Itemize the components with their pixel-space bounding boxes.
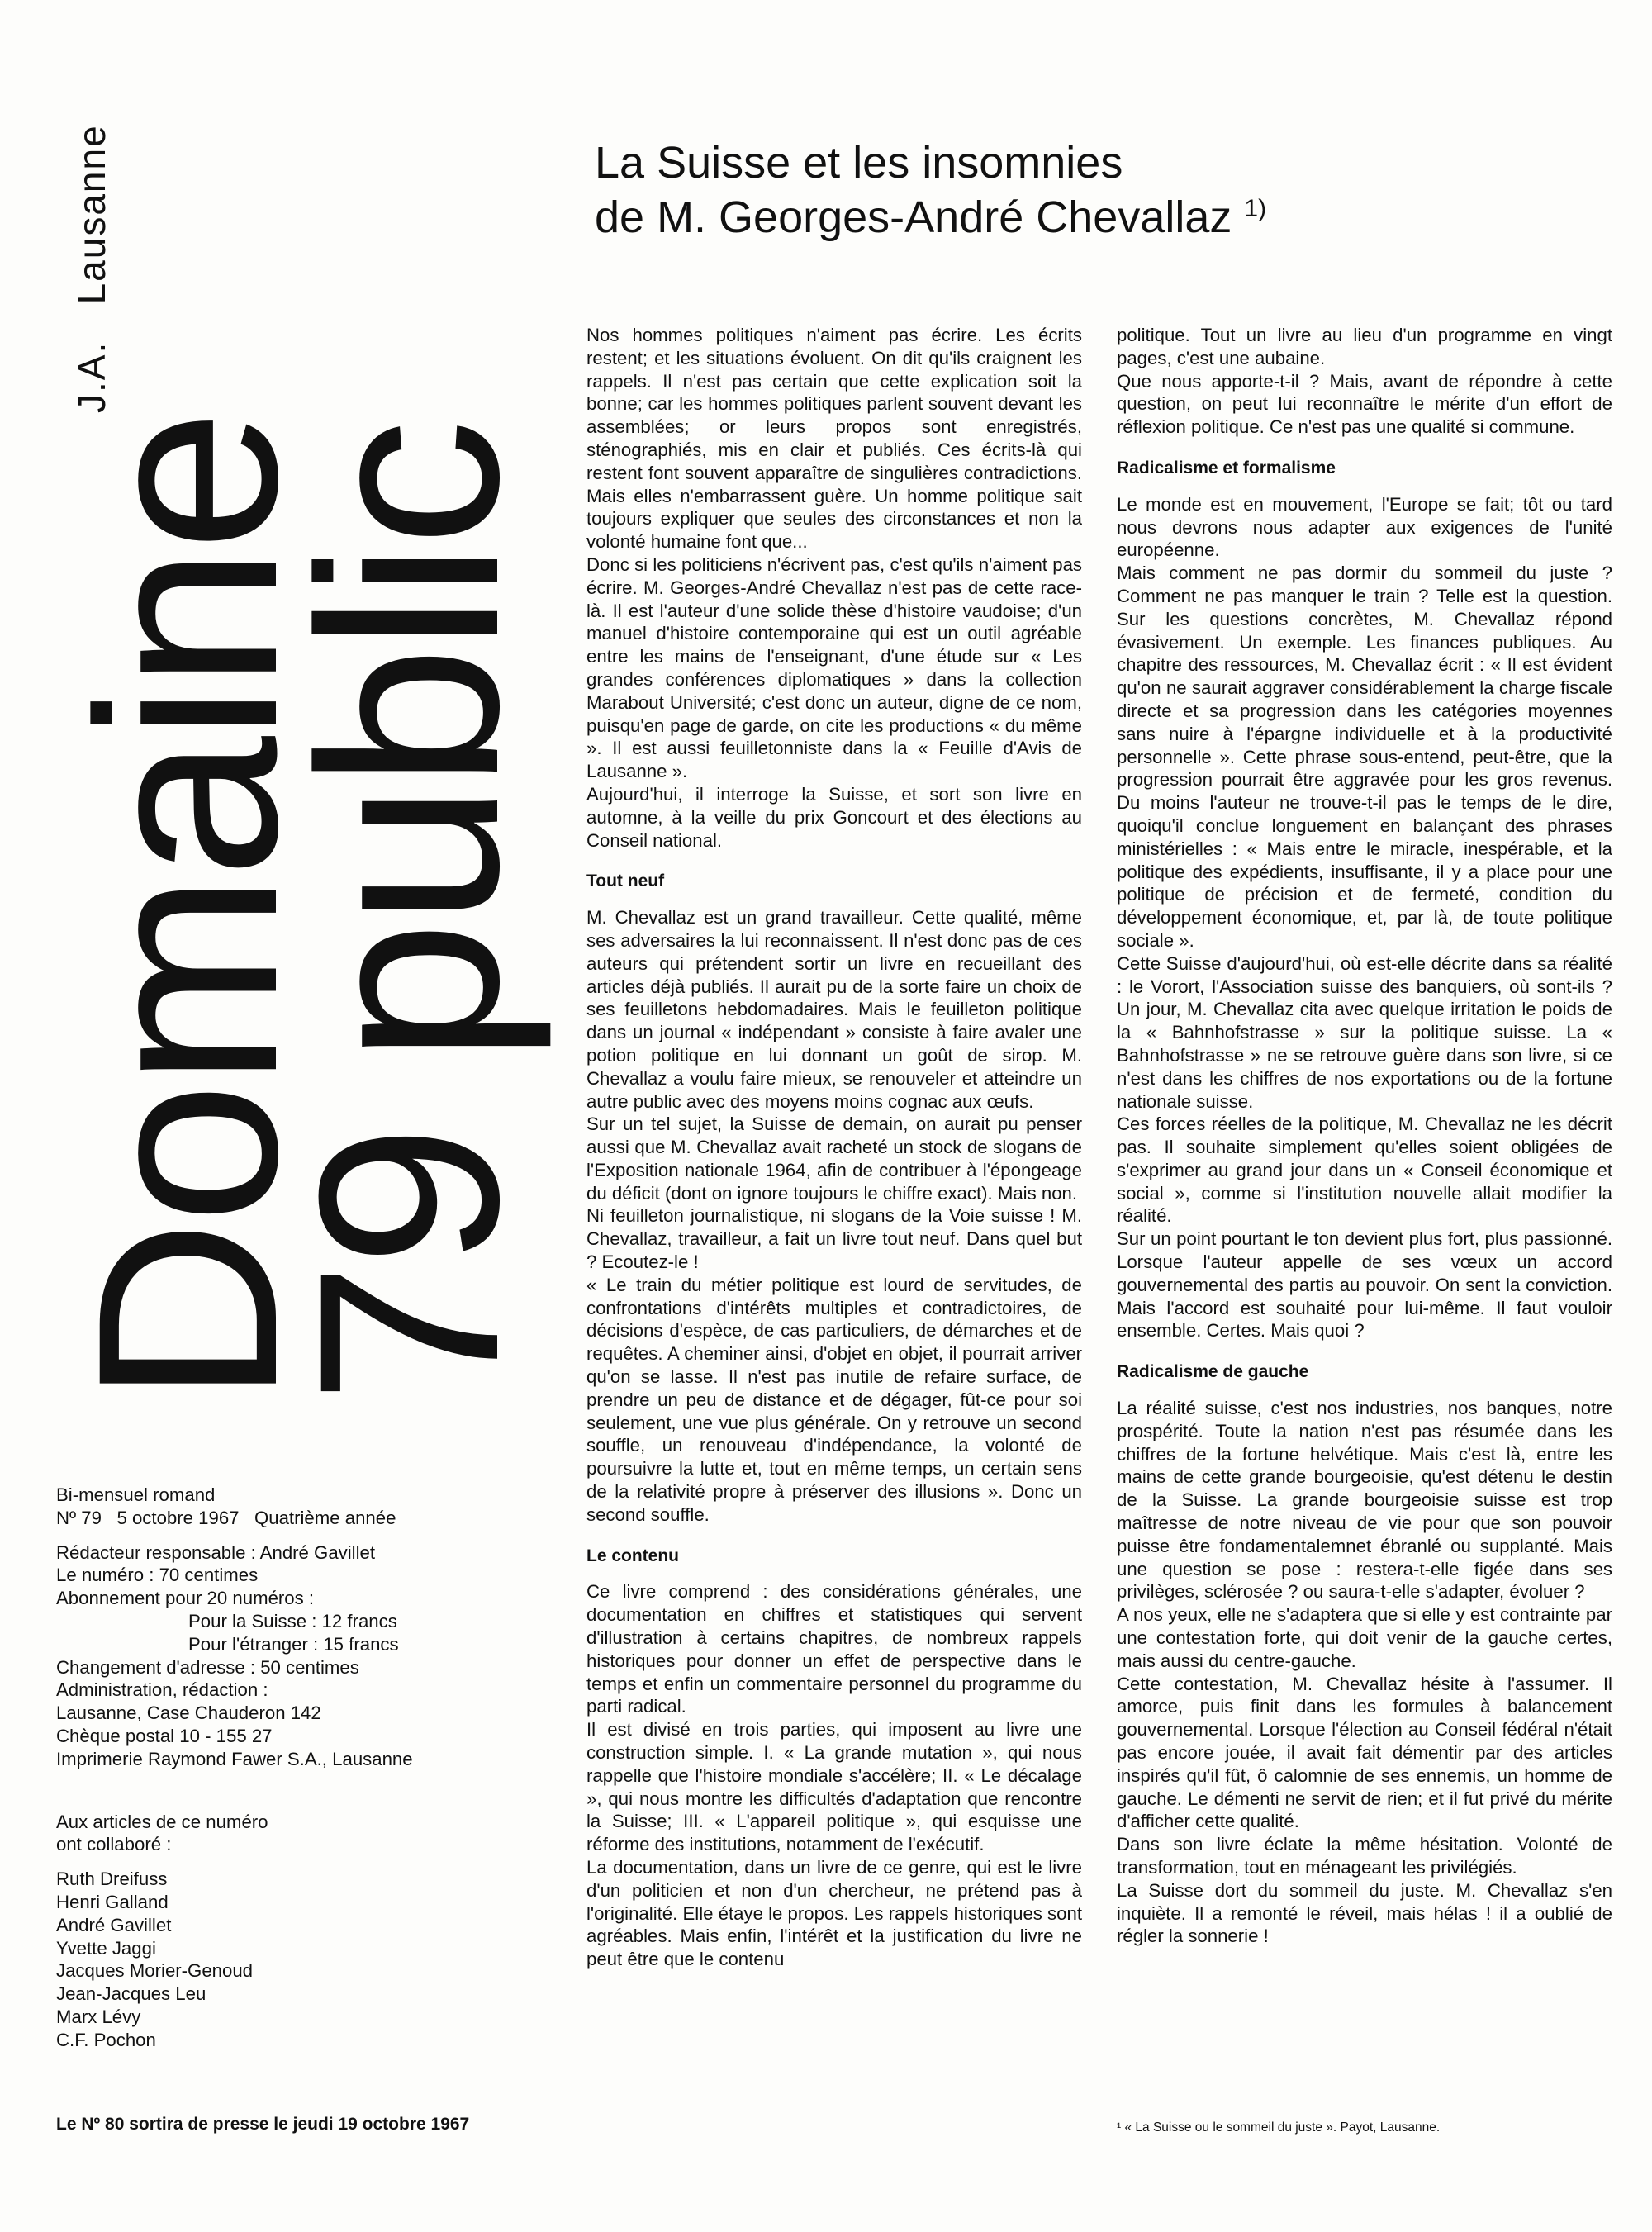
paragraph: Mais comment ne pas dormir du sommeil du juste ? Comment ne pas manquer le train ? Telle est la question. Sur les questions concrètes, M. Chevallaz répond évasivement. Un exemple. Les finances publiques. Au chapitre des ressources, M. Chevallaz écrit : « Il est évident qu'on ne saurait aggraver considérablement la charge fiscale directe et sa progression dans les catégories moyennes sans nuire à l'épargne individuelle et à la productivité personnelle ». Cette phrase sous-entend, peut-être, que la progression pourrait être aggravée pour les gros revenus. Du moins l'auteur ne trouve-t-il pas le temps de le dire, quoiqu'il conclue longuement en balançant des phrases ministérielles : « Mais entre le miracle, inespérable, et la politique des expédients, insuffisante, il y a place pour une politique de précision et de fermeté, condition du développement économique, et, par là, de toute politique sociale ».	[1117, 563, 1612, 951]
info-frequency: Bi-mensuel romand	[56, 1484, 216, 1505]
next-issue-notice: Le Nº 80 sortira de presse le jeudi 19 octobre 1967	[56, 2115, 470, 2134]
paragraph: politique. Tout un livre au lieu d'un programme en vingt pages, c'est une aubaine.	[1117, 325, 1612, 368]
contributors-list	[56, 1868, 552, 2051]
article-column-1	[586, 324, 1082, 1971]
info-editor: Rédacteur responsable : André Gavillet	[56, 1541, 376, 1563]
section-heading: Radicalisme de gauche	[1117, 1362, 1309, 1382]
info-administration: Administration, rédaction :	[56, 1679, 268, 1701]
masthead-place: J.A. Lausanne	[70, 124, 113, 413]
paragraph: Il est divisé en trois parties, qui imposent au livre une construction simple. I. « La grande mutation », qui nous rappelle que l'histoire mondiale s'accélère; II. « Le décalage », qui nous montre les difficultés d'adaptation que rencontre la Suisse; III. « L'appareil politique », qui esquisse une réforme des institutions, notamment de l'exécutif.	[586, 1719, 1082, 1855]
paragraph: « Le train du métier politique est lourd de servitudes, de confrontations d'intérêts multiples et contradictoires, de décisions d'espèce, de cas particuliers, de démarches et de requêtes. A cheminer ainsi, d'objet en objet, il pourrait arriver qu'on se lasse. Il n'est pas inutile de refaire surface, de prendre un peu de distance et de dégager, fût-ce pour soi seulement, une vue plus générale. On y retrouve un second souffle, un renouveau d'indépendance, la volonté de poursuivre la lutte et, tout en même temps, un certain sens de la relativité propre à préserver des illusions ». Donc un second souffle.	[586, 1274, 1082, 1525]
article-title	[595, 136, 1619, 245]
info-address-change: Changement d'adresse : 50 centimes	[56, 1656, 359, 1678]
paragraph: Aujourd'hui, il interroge la Suisse, et sort son livre en automne, à la veille du prix Goncourt et des élections au Conseil national.	[586, 783, 1082, 851]
contributor-name: Marx Lévy	[56, 2006, 141, 2027]
article-title-line1: La Suisse et les insomnies	[595, 138, 1123, 188]
contributor-name: André Gavillet	[56, 1914, 172, 1935]
masthead-title: Domaine	[44, 414, 330, 1404]
paragraph: Cette contestation, M. Chevallaz hésite à l'assumer. Il amorce, puis finit dans les formules à balancement gouvernemental. Lorsque l'élection au Conseil fédéral n'était pas encore jouée, il avait fait démentir par des articles inspirés qu'il fût, ô calomnie de ses ennemis, un homme de gauche. Le démenti ne servit de rien; et il fut privé du mérite d'afficher cette qualité.	[1117, 1673, 1612, 1832]
collaborators-heading-1: Aux articles de ce numéro	[56, 1811, 268, 1832]
article-title-line2: de M. Georges-André Chevallaz	[595, 192, 1232, 242]
info-postal-account: Chèque postal 10 - 155 27	[56, 1725, 273, 1746]
info-address: Lausanne, Case Chauderon 142	[56, 1702, 321, 1724]
paragraph: Sur un tel sujet, la Suisse de demain, on aurait pu penser aussi que M. Chevallaz avait racheté un stock de slogans de l'Exposition nationale 1964, afin de contribuer à l'épongeage du déficit (dont on ignore toujours le chiffre exact). Mais non.	[586, 1114, 1082, 1204]
contributor-name: C.F. Pochon	[56, 2029, 156, 2050]
info-subscription: Abonnement pour 20 numéros :	[56, 1588, 315, 1609]
section-heading: Tout neuf	[586, 871, 665, 891]
info-subscription-ch: Pour la Suisse : 12 francs	[188, 1610, 397, 1631]
paragraph: Sur un point pourtant le ton devient plus fort, plus passionné. Lorsque l'auteur appelle de ses vœux un accord gouvernemental des partis au pouvoir. On sent la conviction. Mais l'accord est souhaité pour lui-même. Il faut vouloir ensemble. Certes. Mais quoi ?	[1117, 1228, 1612, 1342]
paragraph: La réalité suisse, c'est nos industries, nos banques, notre prospérité. Toute la nation n'est pas résumée dans les chiffres de la fortune helvétique. Mais c'est là, entre les mains de cette grande bourgeoisie, qu'est détenu le destin de la Suisse. La grande bourgeoisie suisse est trop maîtresse de notre niveau de vie pour que son pouvoir puisse être fondamentalemnet ébranlé ou supplanté. Mais une question se pose : restera-t-elle figée dans ses privilèges, sclérosée ? ou saura-t-elle s'adapter, évoluer ?	[1117, 1398, 1612, 1603]
collaborators-heading-2: ont collaboré :	[56, 1834, 172, 1855]
paragraph: Ces forces réelles de la politique, M. Chevallaz ne les décrit pas. Il souhaite simplement qu'elles soient obligées de s'exprimer au grand jour dans un « Conseil économique et social », comme si l'institution nouvelle allait modifier la réalité.	[1117, 1114, 1612, 1227]
masthead-issue-number: 79 public	[265, 424, 552, 1404]
paragraph: Cette Suisse d'aujourd'hui, où est-elle décrite dans sa réalité : le Vorort, l'Association suisse des banquiers, où sont-ils ? Un jour, M. Chevallaz cita avec quelque irritation le poids de la « Bahnhofstrasse » sur la politique suisse. La « Bahnhofstrasse » ne se retrouve guère dans son livre, si ce n'est dans les chiffres de nos exportations ou de la fortune nationale suisse.	[1117, 952, 1612, 1112]
paragraph: Le monde est en mouvement, l'Europe se fait; tôt ou tard nous devrons nous adapter aux exigences de l'unité européenne.	[1117, 493, 1612, 561]
contributor-name: Jean-Jacques Leu	[56, 1983, 206, 2005]
paragraph: Ni feuilleton journalistique, ni slogans de la Voie suisse ! M. Chevallaz, travailleur, a fait un livre tout neuf. Dans quel but ? Ecoutez-le !	[586, 1205, 1082, 1273]
footnote: ¹ « La Suisse ou le sommeil du juste ». Payot, Lausanne.	[1117, 2120, 1441, 2135]
article-column-2	[1117, 324, 1612, 1948]
paragraph: La Suisse dort du sommeil du juste. M. Chevallaz s'en inquiète. Il a remonté le réveil, mais hélas ! il a oublié de régler la sonnerie !	[1117, 1879, 1612, 1947]
info-price: Le numéro : 70 centimes	[56, 1565, 259, 1586]
publication-info	[56, 1484, 552, 2052]
paragraph: Dans son livre éclate la même hésitation. Volonté de transformation, tout en ménageant les privilégiés.	[1117, 1834, 1612, 1878]
contributor-name: Henri Galland	[56, 1891, 169, 1912]
paragraph: Nos hommes politiques n'aiment pas écrire. Les écrits restent; et les situations évoluent. On dit qu'ils craignent les rappels. Il n'est pas certain que cette explication soit la bonne; car les hommes politiques parlent souvent devant les assemblées; or leurs propos sont enregistrés, sténographiés, mis en clair et publiés. Ces écrits-là qui restent font souvent apparaître de singulières contradictions. Mais elles n'embarrassent guère. Un homme politique sait toujours expliquer que seules des circonstances et non la volonté humaine font que...	[586, 325, 1082, 553]
contributor-name: Yvette Jaggi	[56, 1937, 156, 1959]
info-printer: Imprimerie Raymond Fawer S.A., Lausanne	[56, 1748, 413, 1769]
paragraph: Ce livre comprend : des considérations générales, une documentation en chiffres et statistiques qui servent d'illustration à certains chapitres, de nombreux rappels historiques pour donner un effet de perspective dans le temps et enfin un commentaire personnel du programme du parti radical.	[586, 1581, 1082, 1717]
info-issue: Nº 79 5 octobre 1967 Quatrième année	[56, 1507, 396, 1528]
contributor-name: Ruth Dreifuss	[56, 1869, 168, 1890]
footnote-ref: 1)	[1244, 194, 1267, 222]
section-heading: Radicalisme et formalisme	[1117, 458, 1336, 477]
section-heading: Le contenu	[586, 1546, 680, 1565]
paragraph: A nos yeux, elle ne s'adaptera que si elle y est contrainte par une contestation forte, qui doit venir de la gauche certes, mais aussi du centre-gauche.	[1117, 1604, 1612, 1671]
paragraph: Donc si les politiciens n'écrivent pas, c'est qu'ils n'aiment pas écrire. M. Georges-André Chevallaz n'est pas de cette race-là. Il est l'auteur d'une solide thèse d'histoire vaudoise; d'un manuel d'histoire contemporaine qui est un outil agréable entre les mains de l'enseignant, d'une étude sur « Les grandes conférences diplomatiques » dans la collection Marabout Université; c'est donc un auteur, digne de ce nom, puisqu'en page de garde, on cite les productions « du même ». Il est aussi feuilletonniste dans la « Feuille d'Avis de Lausanne ».	[586, 553, 1082, 782]
paragraph: Que nous apporte-t-il ? Mais, avant de répondre à cette question, on peut lui reconnaître le mérite d'un effort de réflexion politique. Ce n'est pas une qualité si commune.	[1117, 370, 1612, 438]
info-subscription-abroad: Pour l'étranger : 15 francs	[188, 1633, 399, 1655]
masthead	[44, 116, 578, 1404]
paragraph: La documentation, dans un livre de ce genre, qui est le livre d'un politicien et non d'un chercheur, ne prétend pas à l'originalité. Elle étaye le propos. Les rappels historiques sont agréables. Mais enfin, l'intérêt et la justification du livre ne peut être que le contenu	[586, 1857, 1082, 1970]
contributor-name: Jacques Morier-Genoud	[56, 1960, 254, 1982]
paragraph: M. Chevallaz est un grand travailleur. Cette qualité, même ses adversaires la lui reconnaissent. Il n'est donc pas de ces auteurs qui prétendent sortir un livre en recueillant des articles déjà publiés. Il aurait pu de la sorte faire un choix de ses feuilletons hebdomadaires. Mais le feuilleton politique dans un journal « indépendant » consiste à faire avaler une potion politique en lui donnant un goût de sirop. M. Chevallaz a voulu faire mieux, se renouveler et atteindre un autre public avec des moyens moins cognac aux œufs.	[586, 907, 1082, 1112]
